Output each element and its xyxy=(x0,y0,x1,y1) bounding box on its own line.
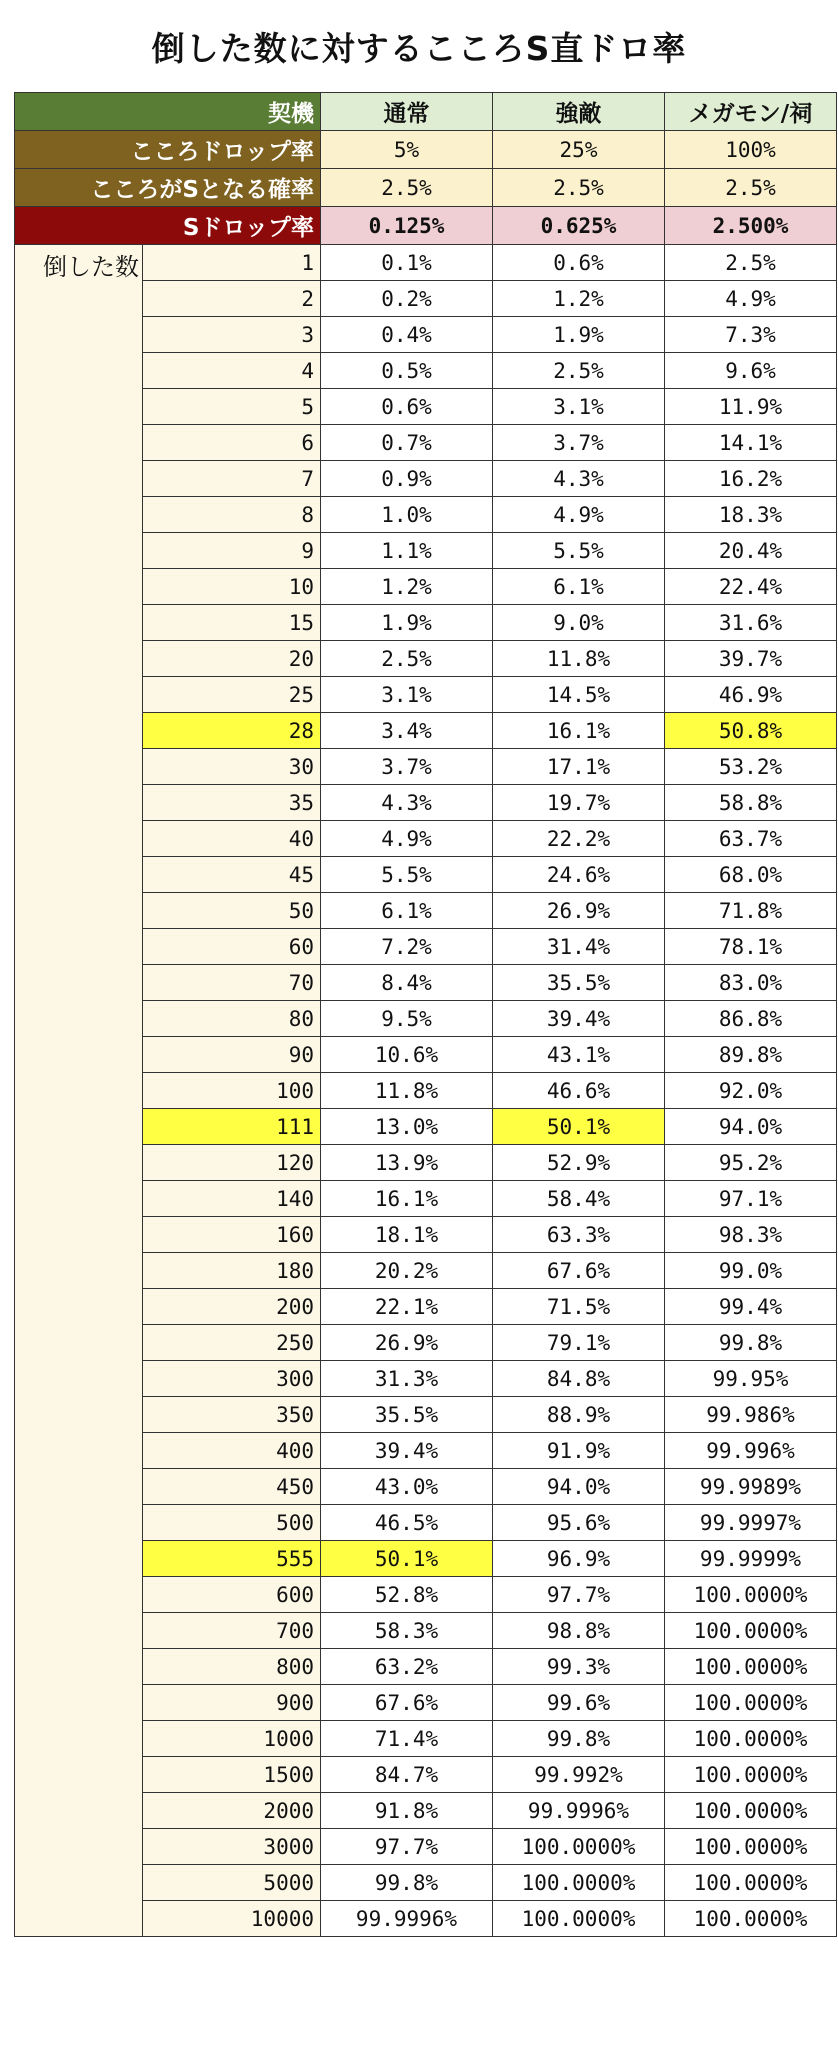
rate-cell: 4.3% xyxy=(493,461,665,497)
kill-count-cell: 140 xyxy=(143,1181,321,1217)
rate-cell: 7.3% xyxy=(665,317,837,353)
rate-cell: 3.7% xyxy=(493,425,665,461)
column-header-strong: 強敵 xyxy=(493,93,665,131)
rate-cell: 86.8% xyxy=(665,1001,837,1037)
kill-count-cell: 20 xyxy=(143,641,321,677)
rate-cell: 14.5% xyxy=(493,677,665,713)
rate-cell: 9.0% xyxy=(493,605,665,641)
kill-count-cell: 900 xyxy=(143,1685,321,1721)
rate-cell: 84.7% xyxy=(321,1757,493,1793)
rate-cell: 16.1% xyxy=(493,713,665,749)
rate-cell: 100.0000% xyxy=(665,1649,837,1685)
rate-cell: 96.9% xyxy=(493,1541,665,1577)
rate-cell: 26.9% xyxy=(321,1325,493,1361)
kill-count-cell: 90 xyxy=(143,1037,321,1073)
s-rank-probability-row xyxy=(15,169,837,207)
kill-count-cell: 500 xyxy=(143,1505,321,1541)
rate-cell: 19.7% xyxy=(493,785,665,821)
rate-cell: 13.0% xyxy=(321,1109,493,1145)
rate-cell: 1.2% xyxy=(321,569,493,605)
rate-cell: 67.6% xyxy=(321,1685,493,1721)
rate-cell: 63.3% xyxy=(493,1217,665,1253)
trigger-header: 契機 xyxy=(15,93,321,131)
rate-cell: 92.0% xyxy=(665,1073,837,1109)
rate-cell: 99.9996% xyxy=(321,1901,493,1937)
rate-cell: 100.0000% xyxy=(665,1901,837,1937)
rate-cell: 100.0000% xyxy=(665,1613,837,1649)
kill-count-cell: 7 xyxy=(143,461,321,497)
kill-count-cell: 4 xyxy=(143,353,321,389)
kill-count-cell: 1000 xyxy=(143,1721,321,1757)
kill-count-cell: 120 xyxy=(143,1145,321,1181)
rate-cell: 13.9% xyxy=(321,1145,493,1181)
rate-cell: 1.9% xyxy=(493,317,665,353)
cell: 25% xyxy=(493,131,665,169)
rate-cell: 39.7% xyxy=(665,641,837,677)
rate-cell: 2.5% xyxy=(493,353,665,389)
kill-count-cell: 400 xyxy=(143,1433,321,1469)
rate-cell: 95.2% xyxy=(665,1145,837,1181)
kill-count-cell: 25 xyxy=(143,677,321,713)
kill-count-cell: 800 xyxy=(143,1649,321,1685)
header-row xyxy=(15,93,837,131)
rate-cell: 46.6% xyxy=(493,1073,665,1109)
rate-cell: 100.0000% xyxy=(493,1865,665,1901)
rate-cell: 7.2% xyxy=(321,929,493,965)
rate-cell: 26.9% xyxy=(493,893,665,929)
rate-cell: 99.8% xyxy=(493,1721,665,1757)
rate-cell: 11.8% xyxy=(321,1073,493,1109)
rate-cell: 99.95% xyxy=(665,1361,837,1397)
kill-count-cell: 180 xyxy=(143,1253,321,1289)
column-header-megamon: メガモン/祠 xyxy=(665,93,837,131)
rate-cell: 94.0% xyxy=(493,1469,665,1505)
table-row xyxy=(15,245,837,281)
kill-count-cell: 3000 xyxy=(143,1829,321,1865)
rate-cell: 99.986% xyxy=(665,1397,837,1433)
rate-cell: 100.0000% xyxy=(665,1793,837,1829)
rate-cell: 3.4% xyxy=(321,713,493,749)
rate-cell: 0.2% xyxy=(321,281,493,317)
rate-cell: 50.1% xyxy=(493,1109,665,1145)
rate-cell: 89.8% xyxy=(665,1037,837,1073)
rate-cell: 99.996% xyxy=(665,1433,837,1469)
kill-count-cell: 10000 xyxy=(143,1901,321,1937)
rate-cell: 46.5% xyxy=(321,1505,493,1541)
cell: 2.500% xyxy=(665,207,837,245)
rate-cell: 31.3% xyxy=(321,1361,493,1397)
rate-cell: 1.9% xyxy=(321,605,493,641)
rate-cell: 99.9999% xyxy=(665,1541,837,1577)
rate-cell: 16.1% xyxy=(321,1181,493,1217)
kill-count-cell: 50 xyxy=(143,893,321,929)
cell: 2.5% xyxy=(493,169,665,207)
rate-cell: 97.7% xyxy=(321,1829,493,1865)
rate-cell: 100.0000% xyxy=(665,1685,837,1721)
rate-cell: 99.9989% xyxy=(665,1469,837,1505)
rate-cell: 67.6% xyxy=(493,1253,665,1289)
rate-cell: 100.0000% xyxy=(665,1577,837,1613)
kill-count-cell: 2 xyxy=(143,281,321,317)
rate-cell: 78.1% xyxy=(665,929,837,965)
rate-cell: 11.8% xyxy=(493,641,665,677)
kill-count-cell: 450 xyxy=(143,1469,321,1505)
rate-cell: 2.5% xyxy=(321,641,493,677)
rate-cell: 35.5% xyxy=(321,1397,493,1433)
rate-cell: 98.8% xyxy=(493,1613,665,1649)
rate-cell: 100.0000% xyxy=(493,1829,665,1865)
rate-cell: 99.8% xyxy=(321,1865,493,1901)
kill-count-cell: 700 xyxy=(143,1613,321,1649)
rate-cell: 94.0% xyxy=(665,1109,837,1145)
kill-count-cell: 350 xyxy=(143,1397,321,1433)
rate-cell: 10.6% xyxy=(321,1037,493,1073)
rate-cell: 97.1% xyxy=(665,1181,837,1217)
rate-cell: 100.0000% xyxy=(665,1757,837,1793)
rate-cell: 91.8% xyxy=(321,1793,493,1829)
rate-cell: 0.6% xyxy=(493,245,665,281)
kill-count-cell: 8 xyxy=(143,497,321,533)
rate-cell: 99.6% xyxy=(493,1685,665,1721)
rate-cell: 17.1% xyxy=(493,749,665,785)
rate-cell: 5.5% xyxy=(321,857,493,893)
row-label: こころがSとなる確率 xyxy=(15,169,321,207)
rate-cell: 71.5% xyxy=(493,1289,665,1325)
cell: 5% xyxy=(321,131,493,169)
rate-cell: 53.2% xyxy=(665,749,837,785)
rate-cell: 63.2% xyxy=(321,1649,493,1685)
kill-count-cell: 45 xyxy=(143,857,321,893)
rate-cell: 4.3% xyxy=(321,785,493,821)
rate-cell: 1.0% xyxy=(321,497,493,533)
rate-cell: 35.5% xyxy=(493,965,665,1001)
kill-count-cell: 5 xyxy=(143,389,321,425)
rate-cell: 39.4% xyxy=(493,1001,665,1037)
rate-cell: 3.1% xyxy=(321,677,493,713)
kill-count-cell: 70 xyxy=(143,965,321,1001)
rate-cell: 88.9% xyxy=(493,1397,665,1433)
kill-count-cell: 60 xyxy=(143,929,321,965)
kill-count-cell: 40 xyxy=(143,821,321,857)
rate-cell: 22.2% xyxy=(493,821,665,857)
heart-drop-rate-row xyxy=(15,131,837,169)
rate-cell: 68.0% xyxy=(665,857,837,893)
rate-cell: 24.6% xyxy=(493,857,665,893)
rate-cell: 14.1% xyxy=(665,425,837,461)
rate-cell: 0.6% xyxy=(321,389,493,425)
rate-cell: 58.4% xyxy=(493,1181,665,1217)
rate-cell: 4.9% xyxy=(493,497,665,533)
kill-count-cell: 9 xyxy=(143,533,321,569)
rate-cell: 5.5% xyxy=(493,533,665,569)
kill-count-cell: 600 xyxy=(143,1577,321,1613)
cell: 100% xyxy=(665,131,837,169)
rate-cell: 71.4% xyxy=(321,1721,493,1757)
rate-cell: 20.2% xyxy=(321,1253,493,1289)
kill-count-cell: 1500 xyxy=(143,1757,321,1793)
rate-cell: 100.0000% xyxy=(665,1865,837,1901)
rate-cell: 8.4% xyxy=(321,965,493,1001)
rate-cell: 63.7% xyxy=(665,821,837,857)
kill-count-label: 倒した数 xyxy=(15,245,143,1937)
drop-rate-table xyxy=(14,92,837,1937)
rate-cell: 84.8% xyxy=(493,1361,665,1397)
rate-cell: 52.8% xyxy=(321,1577,493,1613)
rate-cell: 9.5% xyxy=(321,1001,493,1037)
rate-cell: 46.9% xyxy=(665,677,837,713)
rate-cell: 31.6% xyxy=(665,605,837,641)
rate-cell: 99.0% xyxy=(665,1253,837,1289)
rate-cell: 99.9997% xyxy=(665,1505,837,1541)
rate-cell: 0.1% xyxy=(321,245,493,281)
kill-count-cell: 35 xyxy=(143,785,321,821)
rate-cell: 31.4% xyxy=(493,929,665,965)
rate-cell: 43.1% xyxy=(493,1037,665,1073)
rate-cell: 16.2% xyxy=(665,461,837,497)
rate-cell: 95.6% xyxy=(493,1505,665,1541)
rate-cell: 39.4% xyxy=(321,1433,493,1469)
rate-cell: 3.1% xyxy=(493,389,665,425)
rate-cell: 99.4% xyxy=(665,1289,837,1325)
rate-cell: 100.0000% xyxy=(493,1901,665,1937)
rate-cell: 50.1% xyxy=(321,1541,493,1577)
cell: 0.625% xyxy=(493,207,665,245)
rate-cell: 99.9996% xyxy=(493,1793,665,1829)
column-header-normal: 通常 xyxy=(321,93,493,131)
rate-cell: 3.7% xyxy=(321,749,493,785)
kill-count-cell: 160 xyxy=(143,1217,321,1253)
rate-cell: 11.9% xyxy=(665,389,837,425)
rate-cell: 99.8% xyxy=(665,1325,837,1361)
rate-cell: 4.9% xyxy=(321,821,493,857)
rate-cell: 79.1% xyxy=(493,1325,665,1361)
rate-cell: 0.7% xyxy=(321,425,493,461)
rate-cell: 98.3% xyxy=(665,1217,837,1253)
rate-cell: 71.8% xyxy=(665,893,837,929)
kill-count-cell: 15 xyxy=(143,605,321,641)
rate-cell: 43.0% xyxy=(321,1469,493,1505)
kill-count-cell: 300 xyxy=(143,1361,321,1397)
rate-cell: 18.3% xyxy=(665,497,837,533)
kill-count-cell: 30 xyxy=(143,749,321,785)
table-body xyxy=(15,93,837,1937)
rate-cell: 58.3% xyxy=(321,1613,493,1649)
rate-cell: 20.4% xyxy=(665,533,837,569)
rate-cell: 4.9% xyxy=(665,281,837,317)
rate-cell: 9.6% xyxy=(665,353,837,389)
cell: 2.5% xyxy=(321,169,493,207)
rate-cell: 22.1% xyxy=(321,1289,493,1325)
rate-cell: 97.7% xyxy=(493,1577,665,1613)
kill-count-cell: 10 xyxy=(143,569,321,605)
kill-count-cell: 111 xyxy=(143,1109,321,1145)
cell: 0.125% xyxy=(321,207,493,245)
kill-count-cell: 28 xyxy=(143,713,321,749)
s-drop-rate-row xyxy=(15,207,837,245)
cell: 2.5% xyxy=(665,169,837,207)
rate-cell: 100.0000% xyxy=(665,1721,837,1757)
row-label: Sドロップ率 xyxy=(15,207,321,245)
rate-cell: 83.0% xyxy=(665,965,837,1001)
rate-cell: 99.992% xyxy=(493,1757,665,1793)
rate-cell: 91.9% xyxy=(493,1433,665,1469)
rate-cell: 6.1% xyxy=(493,569,665,605)
kill-count-cell: 100 xyxy=(143,1073,321,1109)
row-label: こころドロップ率 xyxy=(15,131,321,169)
rate-cell: 58.8% xyxy=(665,785,837,821)
kill-count-cell: 80 xyxy=(143,1001,321,1037)
rate-cell: 0.5% xyxy=(321,353,493,389)
rate-cell: 0.9% xyxy=(321,461,493,497)
page-title: 倒した数に対するこころS直ドロ率 xyxy=(151,28,687,68)
rate-cell: 22.4% xyxy=(665,569,837,605)
rate-cell: 18.1% xyxy=(321,1217,493,1253)
kill-count-cell: 555 xyxy=(143,1541,321,1577)
rate-cell: 50.8% xyxy=(665,713,837,749)
kill-count-cell: 250 xyxy=(143,1325,321,1361)
rate-cell: 1.2% xyxy=(493,281,665,317)
kill-count-cell: 200 xyxy=(143,1289,321,1325)
rate-cell: 52.9% xyxy=(493,1145,665,1181)
kill-count-cell: 6 xyxy=(143,425,321,461)
rate-cell: 1.1% xyxy=(321,533,493,569)
kill-count-cell: 1 xyxy=(143,245,321,281)
rate-cell: 99.3% xyxy=(493,1649,665,1685)
rate-cell: 100.0000% xyxy=(665,1829,837,1865)
rate-cell: 6.1% xyxy=(321,893,493,929)
kill-count-cell: 2000 xyxy=(143,1793,321,1829)
rate-cell: 0.4% xyxy=(321,317,493,353)
kill-count-cell: 3 xyxy=(143,317,321,353)
kill-count-cell: 5000 xyxy=(143,1865,321,1901)
rate-cell: 2.5% xyxy=(665,245,837,281)
